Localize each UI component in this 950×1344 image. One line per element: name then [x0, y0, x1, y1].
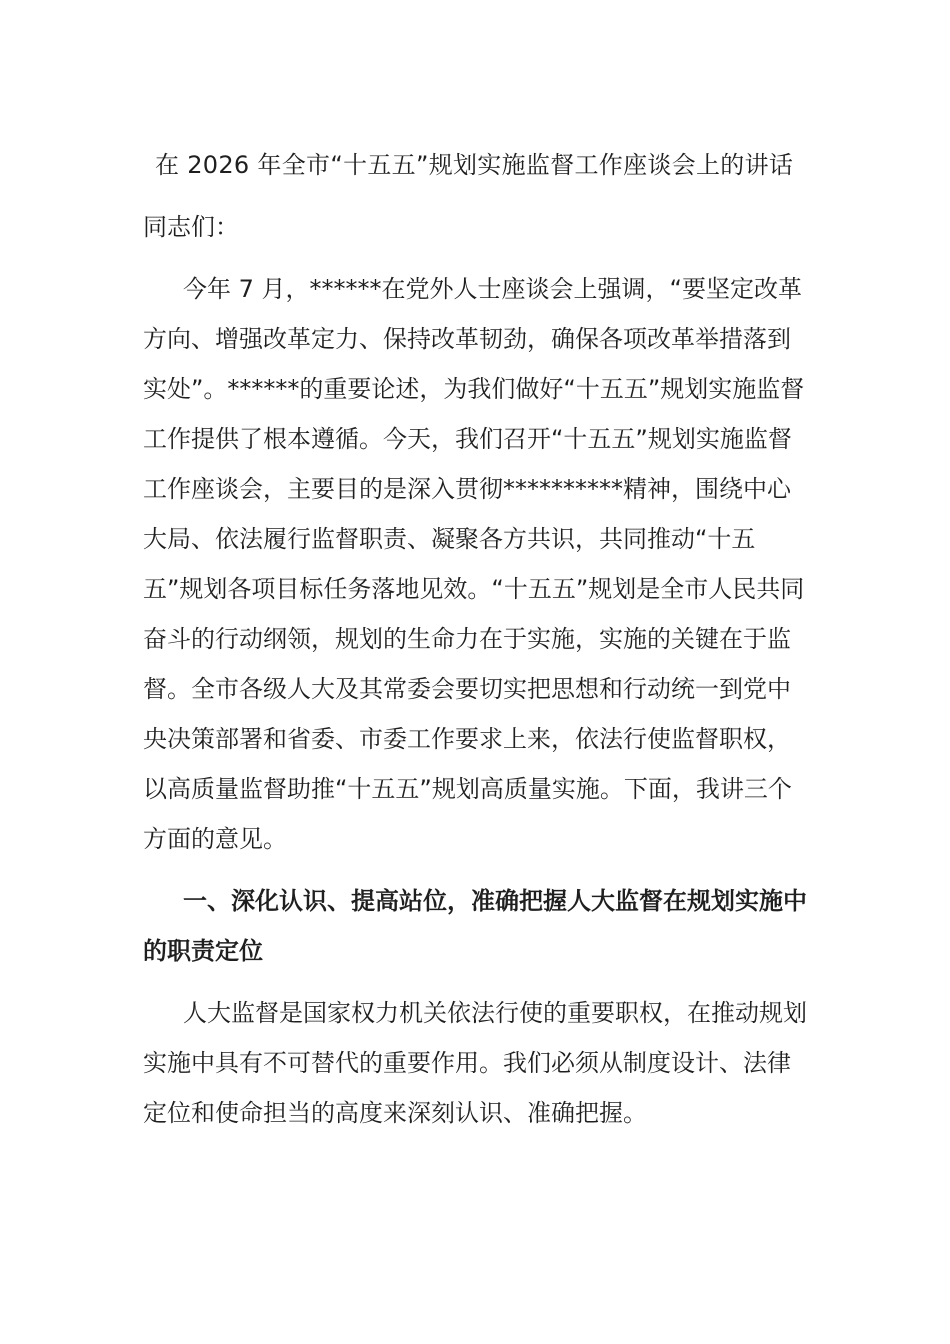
document-body [143, 140, 808, 1138]
section-heading: 一、深化认识、提高站位，准确把握人大监督在规划实施中的职责定位 [143, 887, 807, 965]
section-paragraph: 人大监督是国家权力机关依法行使的重要职权，在推动规划实施中具有不可替代的重要作用。我们必须从制度设计、法律定位和使命担当的高度来深刻认识、准确把握。 [143, 999, 807, 1127]
salutation: 同志们： [143, 213, 239, 241]
document-title: 在 2026 年全市“十五五”规划实施监督工作座谈会上的讲话 [155, 151, 794, 179]
intro-paragraph: 今年 7 月，******在党外人士座谈会上强调，“要坚定改革方向、增强改革定力、保持改革韧劲，确保各项改革举措落到实处”。******的重要论述，为我们做好“十五五”规划实施监督工作提供了根本遵循。今天，我们召开“十五五”规划实施监督工作座谈会，主要目的是深入贯彻**********精神，围绕中心大局、依法履行监督职责、凝聚各方共识，共同推动“十五五”规划各项目标任务落地见效。“十五五”规划是全市人民共同奋斗的行动纲领，规划的生命力在于实施，实施的关键在于监督。全市各级人大及其常委会要切实把思想和行动统一到党中央决策部署和省委、市委工作要求上来，依法行使监督职权，以高质量监督助推“十五五”规划高质量实施。下面，我讲三个方面的意见。 [143, 275, 805, 853]
